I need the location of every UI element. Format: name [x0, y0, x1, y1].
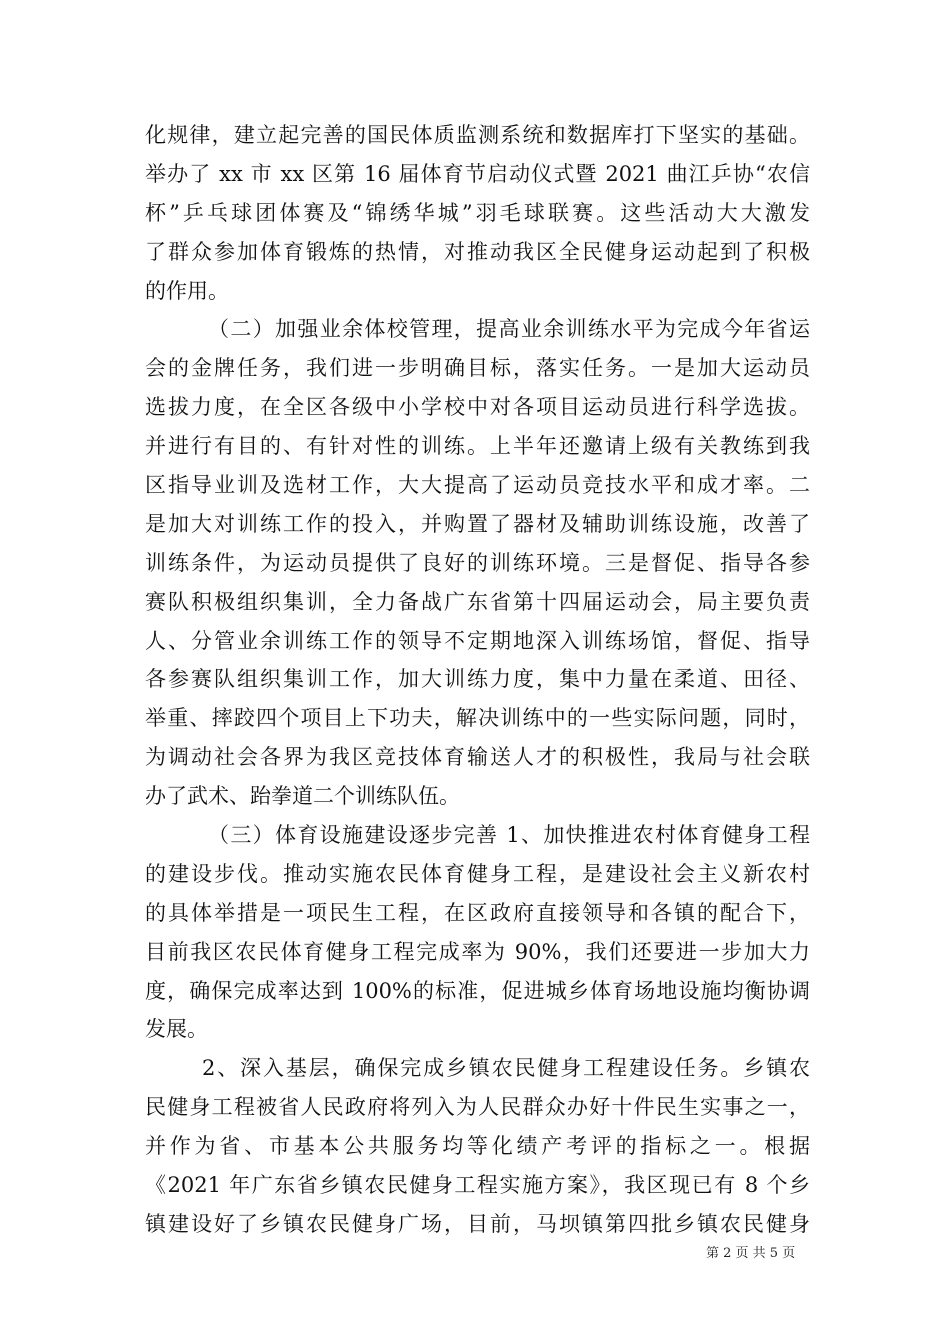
paragraph	[145, 310, 810, 816]
text-line: 化规律，建立起完善的国民体质监测系统和数据库打下坚实的基础。	[145, 123, 810, 147]
paragraph	[145, 116, 810, 310]
text-line: 《2021 年广东省乡镇农民健身工程实施方案》，我区现已有 8 个乡	[145, 1173, 810, 1198]
text-line: 目前我区农民体育健身工程完成率为 90%，我们还要进一步加大力	[145, 939, 810, 964]
text-line: 区指导业训及选材工作，大大提高了运动员竞技水平和成才率。二	[145, 473, 810, 498]
text-line: 并进行有目的、有针对性的训练。上半年还邀请上级有关教练到我	[145, 434, 810, 459]
page-number: 第 2 页 共 5 页	[706, 1246, 796, 1261]
text-line: 为调动社会各界为我区竞技体育输送人才的积极性，我局与社会联	[145, 745, 810, 770]
text-line: 的建设步伐。推动实施农民体育健身工程，是建设社会主义新农村	[145, 861, 810, 886]
text-line: 的具体举措是一项民生工程，在区政府直接领导和各镇的配合下，	[145, 900, 810, 925]
text-line: 赛队积极组织集训，全力备战广东省第十四届运动会，局主要负责	[145, 589, 810, 614]
text-line: 会的金牌任务，我们进一步明确目标，落实任务。一是加大运动员	[145, 356, 810, 381]
text-line: 各参赛队组织集训工作，加大训练力度，集中力量在柔道、田径、	[145, 667, 810, 692]
paragraph	[145, 816, 810, 1049]
text-line: 举重、摔跤四个项目上下功夫，解决训练中的一些实际问题，同时，	[145, 706, 810, 731]
text-line: 是加大对训练工作的投入，并购置了器材及辅助训练设施，改善了	[145, 511, 810, 536]
text-line: 办了武术、跆拳道二个训练队伍。	[145, 784, 460, 809]
text-line: （二）加强业余体校管理，提高业余训练水平为完成今年省运	[208, 317, 810, 342]
text-line: 发展。	[145, 1017, 208, 1042]
text-line: 的作用。	[145, 278, 229, 303]
text-line: 了群众参加体育锻炼的热情，对推动我区全民健身运动起到了积极	[145, 239, 810, 264]
body-text	[145, 116, 810, 1244]
text-line: 杯”乒乓球团体赛及“锦绣华城”羽毛球联赛。这些活动大大激发	[145, 200, 810, 225]
text-line: 训练条件，为运动员提供了良好的训练环境。三是督促、指导各参	[145, 550, 810, 575]
text-line: 民健身工程被省人民政府将列入为人民群众办好十件民生实事之一，	[145, 1095, 810, 1120]
text-line: 度，确保完成率达到 100%的标准，促进城乡体育场地设施均衡协调	[145, 978, 810, 1003]
text-line: 选拔力度，在全区各级中小学校中对各项目运动员进行科学选拔。	[145, 395, 810, 420]
text-line: 并作为省、市基本公共服务均等化绩产考评的指标之一。根据	[145, 1134, 810, 1159]
text-line: 人、分管业余训练工作的领导不定期地深入训练场馆，督促、指导	[145, 628, 810, 653]
text-line: 镇建设好了乡镇农民健身广场，目前，马坝镇第四批乡镇农民健身	[145, 1211, 810, 1236]
text-line: （三）体育设施建设逐步完善 1、加快推进农村体育健身工程	[208, 823, 810, 848]
text-line: 举办了 xx 市 xx 区第 16 届体育节启动仪式暨 2021 曲江乒协“农信	[145, 161, 810, 186]
text-line: 2、深入基层，确保完成乡镇农民健身工程建设任务。乡镇农	[202, 1056, 810, 1081]
paragraph	[145, 1049, 810, 1243]
